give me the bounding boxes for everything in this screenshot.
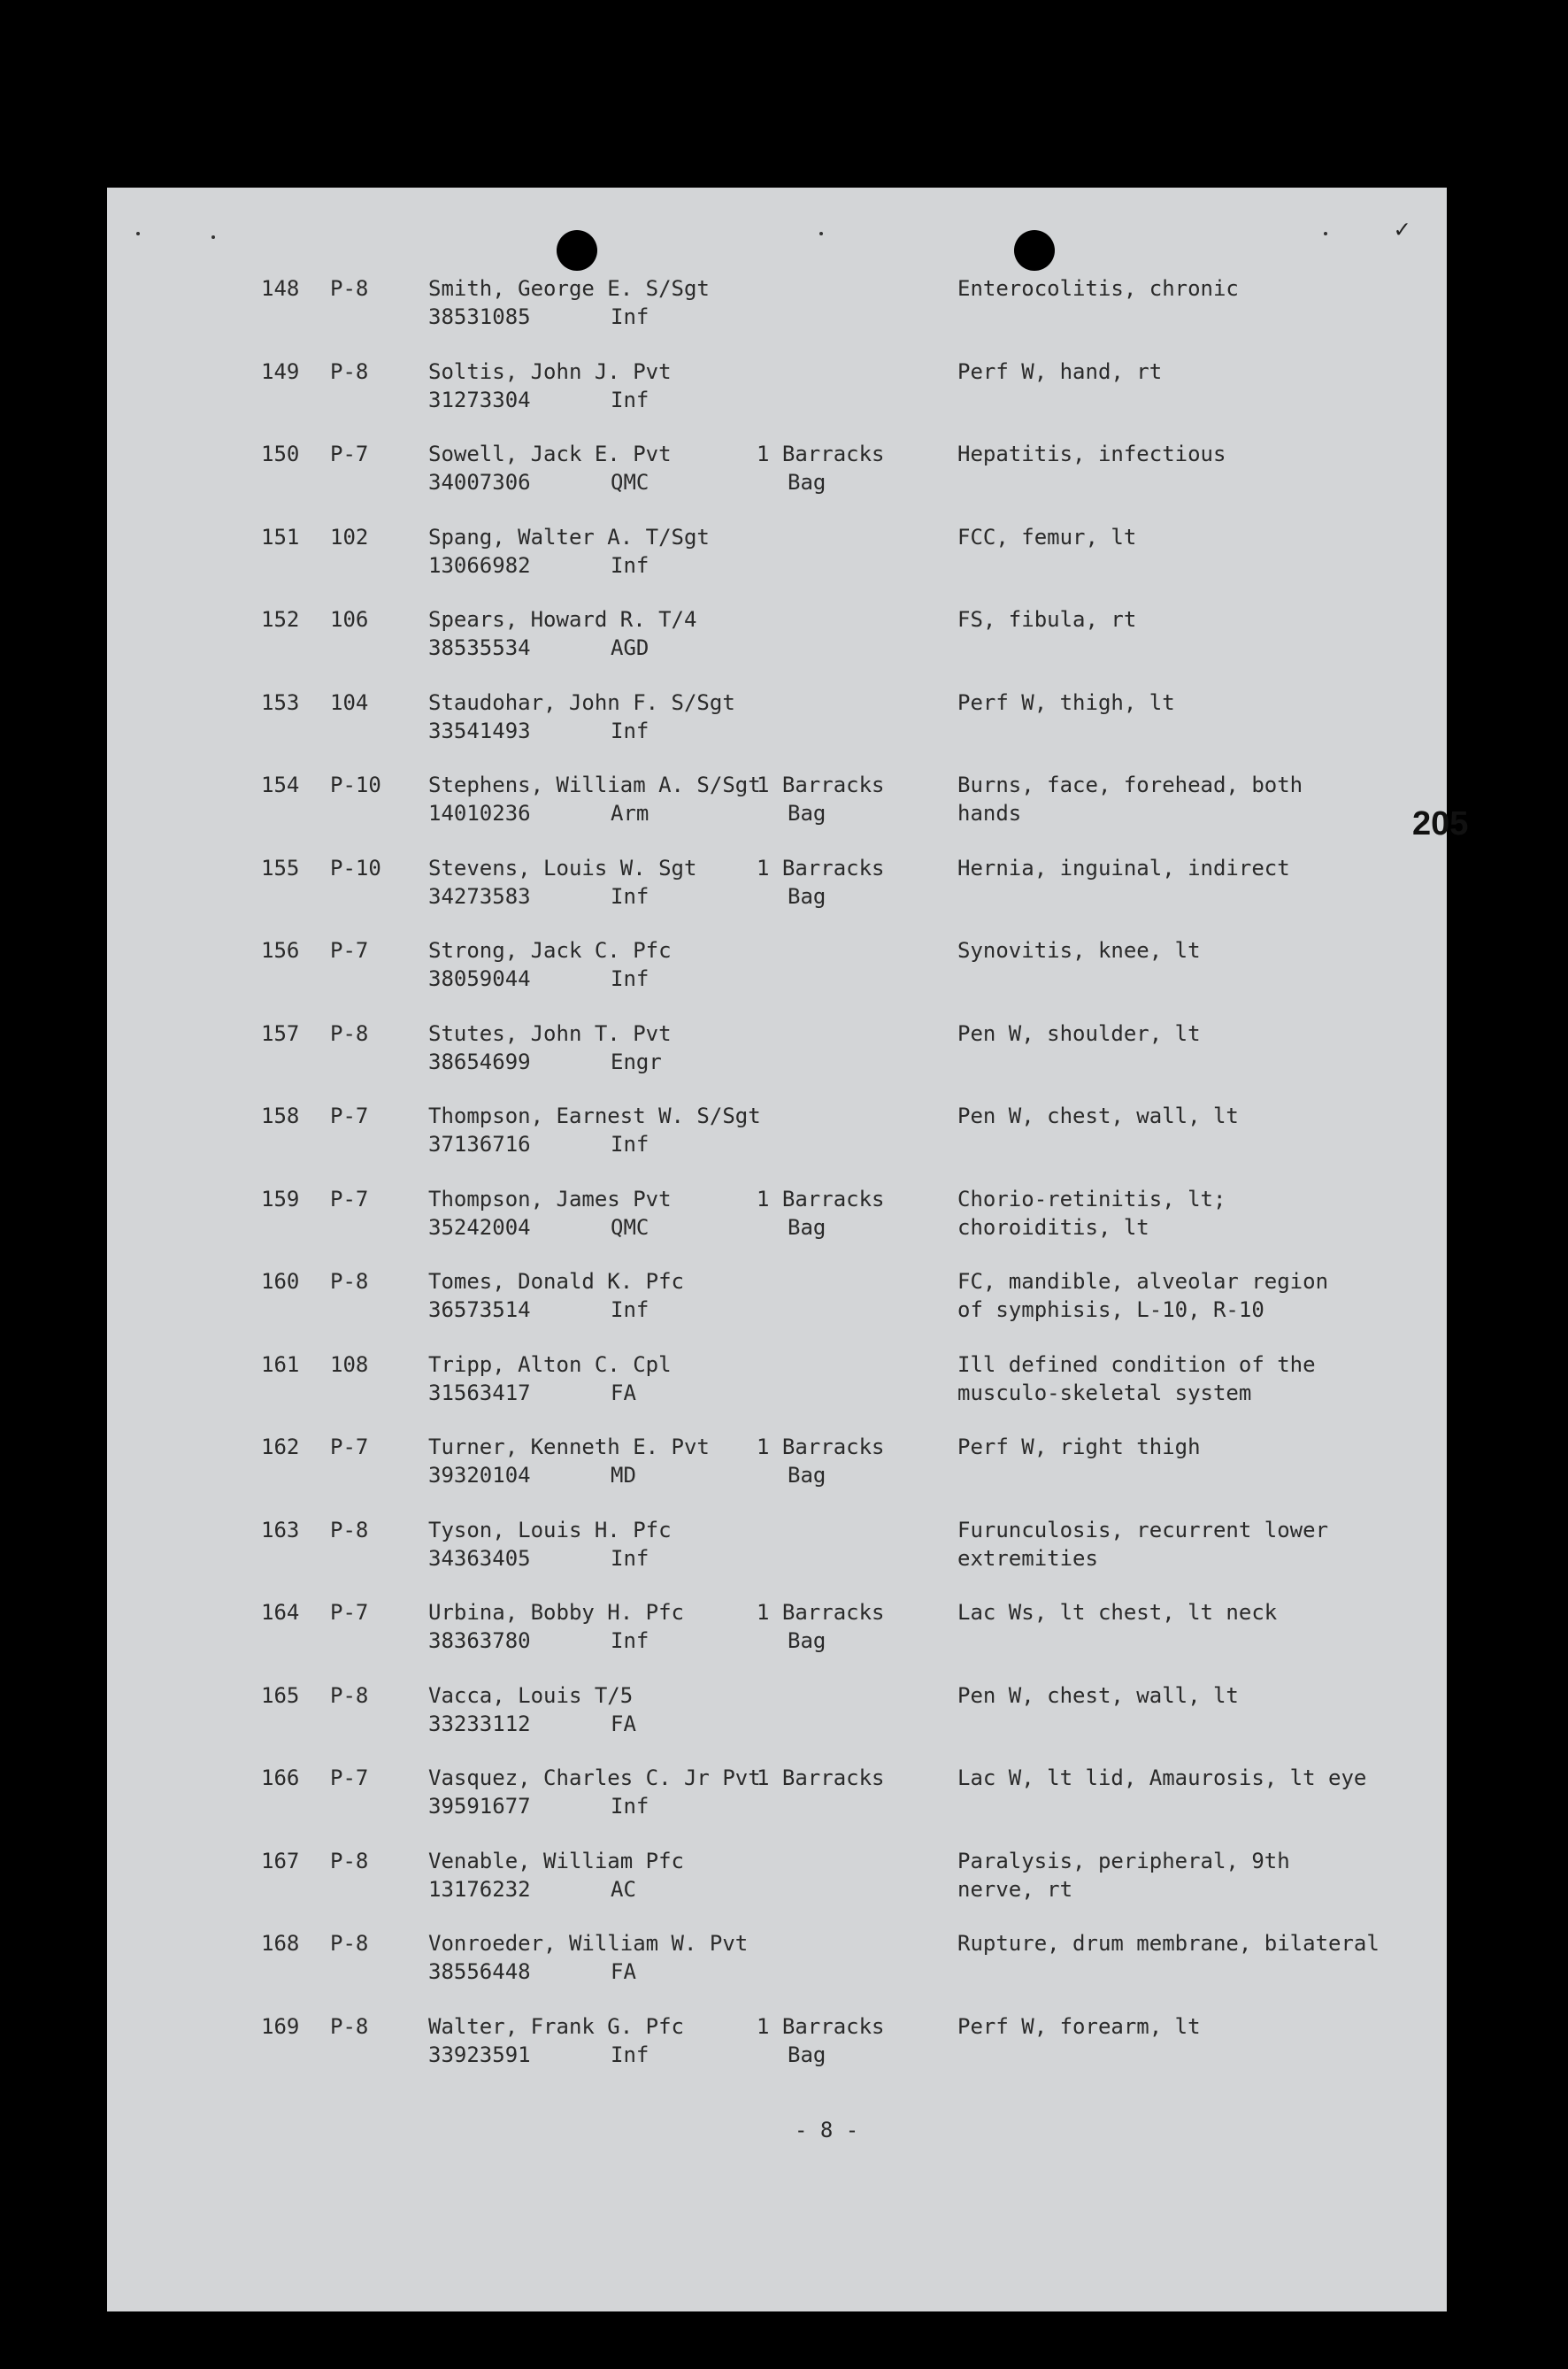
serial-number: 39320104 xyxy=(428,1463,531,1488)
diagnosis-line-1: Chorio-retinitis, lt; xyxy=(957,1186,1226,1211)
diagnosis-line-1: Furunculosis, recurrent lower xyxy=(957,1517,1329,1542)
property-line-2: Bag xyxy=(788,2042,826,2067)
branch-of-service: AGD xyxy=(611,635,649,660)
record-row xyxy=(0,688,1416,759)
property-line-2: Bag xyxy=(788,470,826,495)
ward-code: P-7 xyxy=(330,938,369,963)
serial-number: 38654699 xyxy=(428,1049,531,1074)
property-line-2: Bag xyxy=(788,883,826,909)
row-number: 151 xyxy=(261,524,300,550)
patient-name: Thompson, Earnest W. S/Sgt xyxy=(428,1104,761,1128)
diagnosis-line-1: Burns, face, forehead, both xyxy=(957,773,1303,797)
row-number: 156 xyxy=(261,938,300,963)
row-number: 158 xyxy=(261,1104,300,1128)
diagnosis-line-1: Lac Ws, lt chest, lt neck xyxy=(957,1600,1278,1625)
ward-code: P-8 xyxy=(330,276,369,301)
ward-code: P-10 xyxy=(330,855,381,881)
record-row xyxy=(0,1516,1416,1587)
branch-of-service: Inf xyxy=(611,718,649,743)
page-footer: - 8 - xyxy=(795,2118,859,2142)
branch-of-service: FA xyxy=(611,1959,636,1984)
diagnosis-line-1: Hernia, inguinal, indirect xyxy=(957,855,1290,881)
ward-code: P-8 xyxy=(330,358,369,384)
record-row xyxy=(0,771,1416,842)
serial-number: 13066982 xyxy=(428,552,531,578)
row-number: 154 xyxy=(261,773,300,797)
speck-mark xyxy=(136,232,140,235)
branch-of-service: Inf xyxy=(611,304,649,329)
row-number: 160 xyxy=(261,1269,300,1294)
branch-of-service: FA xyxy=(611,1380,636,1405)
ward-code: P-8 xyxy=(330,1517,369,1542)
property-line-2: Bag xyxy=(788,1463,826,1488)
serial-number: 36573514 xyxy=(428,1297,531,1322)
row-number: 169 xyxy=(261,2013,300,2039)
diagnosis-line-1: Paralysis, peripheral, 9th xyxy=(957,1848,1290,1873)
row-number: 168 xyxy=(261,1931,300,1956)
branch-of-service: Inf xyxy=(611,1794,649,1819)
record-row xyxy=(0,358,1416,428)
patient-name: Vacca, Louis T/5 xyxy=(428,1682,634,1708)
serial-number: 34007306 xyxy=(428,470,531,495)
serial-number: 34273583 xyxy=(428,883,531,909)
patient-name: Spears, Howard R. T/4 xyxy=(428,607,697,632)
property-line-1: 1 Barracks xyxy=(757,1434,885,1459)
diagnosis-line-2: nerve, rt xyxy=(957,1876,1073,1902)
ward-code: 106 xyxy=(330,607,369,632)
diagnosis-line-1: Synovitis, knee, lt xyxy=(957,938,1201,963)
ward-code: P-7 xyxy=(330,442,369,466)
serial-number: 39591677 xyxy=(428,1794,531,1819)
branch-of-service: AC xyxy=(611,1876,636,1902)
diagnosis-line-2: extremities xyxy=(957,1545,1098,1571)
ward-code: P-8 xyxy=(330,1020,369,1046)
ward-code: P-7 xyxy=(330,1765,369,1790)
patient-name: Thompson, James Pvt xyxy=(428,1186,672,1211)
serial-number: 38535534 xyxy=(428,635,531,660)
serial-number: 38531085 xyxy=(428,304,531,329)
record-row xyxy=(0,523,1416,594)
property-line-1: 1 Barracks xyxy=(757,2013,885,2039)
serial-number: 34363405 xyxy=(428,1545,531,1571)
patient-name: Sowell, Jack E. Pvt xyxy=(428,442,672,466)
diagnosis-line-2: musculo-skeletal system xyxy=(957,1380,1252,1405)
row-number: 163 xyxy=(261,1517,300,1542)
serial-number: 38059044 xyxy=(428,966,531,991)
branch-of-service: Engr xyxy=(611,1049,662,1074)
branch-of-service: Inf xyxy=(611,1628,649,1653)
punch-hole-left xyxy=(557,230,597,271)
patient-name: Tomes, Donald K. Pfc xyxy=(428,1269,684,1294)
diagnosis-line-1: Enterocolitis, chronic xyxy=(957,276,1239,301)
patient-name: Venable, William Pfc xyxy=(428,1848,684,1873)
record-row xyxy=(0,1847,1416,1918)
patient-name: Stevens, Louis W. Sgt xyxy=(428,855,697,881)
ward-code: P-10 xyxy=(330,773,381,797)
branch-of-service: Arm xyxy=(611,801,649,826)
row-number: 167 xyxy=(261,1848,300,1873)
branch-of-service: FA xyxy=(611,1711,636,1736)
ward-code: 104 xyxy=(330,689,369,715)
ward-code: P-8 xyxy=(330,1269,369,1294)
row-number: 155 xyxy=(261,855,300,881)
serial-number: 38556448 xyxy=(428,1959,531,1984)
serial-number: 31563417 xyxy=(428,1380,531,1405)
record-row xyxy=(0,936,1416,1007)
property-line-1: 1 Barracks xyxy=(757,855,885,881)
patient-name: Tyson, Louis H. Pfc xyxy=(428,1517,672,1542)
ward-code: 102 xyxy=(330,524,369,550)
row-number: 148 xyxy=(261,276,300,301)
speck-mark xyxy=(819,232,823,235)
serial-number: 33541493 xyxy=(428,718,531,743)
serial-number: 31273304 xyxy=(428,387,531,412)
branch-of-service: MD xyxy=(611,1463,636,1488)
record-row xyxy=(0,440,1416,511)
branch-of-service: Inf xyxy=(611,1545,649,1571)
row-number: 165 xyxy=(261,1682,300,1708)
diagnosis-line-1: FS, fibula, rt xyxy=(957,607,1137,632)
row-number: 159 xyxy=(261,1186,300,1211)
record-row xyxy=(0,1681,1416,1752)
patient-name: Urbina, Bobby H. Pfc xyxy=(428,1600,684,1625)
serial-number: 37136716 xyxy=(428,1132,531,1157)
property-line-2: Bag xyxy=(788,1628,826,1653)
record-row xyxy=(0,2012,1416,2083)
diagnosis-line-2: hands xyxy=(957,801,1022,826)
ward-code: P-7 xyxy=(330,1186,369,1211)
diagnosis-line-1: Pen W, chest, wall, lt xyxy=(957,1682,1239,1708)
record-row xyxy=(0,1350,1416,1421)
patient-name: Spang, Walter A. T/Sgt xyxy=(428,524,710,550)
record-row xyxy=(0,1433,1416,1504)
row-number: 166 xyxy=(261,1765,300,1790)
patient-name: Stutes, John T. Pvt xyxy=(428,1020,672,1046)
patient-name: Staudohar, John F. S/Sgt xyxy=(428,689,735,715)
diagnosis-line-1: Perf W, thigh, lt xyxy=(957,689,1175,715)
record-row xyxy=(0,1267,1416,1338)
serial-number: 33233112 xyxy=(428,1711,531,1736)
row-number: 157 xyxy=(261,1020,300,1046)
row-number: 153 xyxy=(261,689,300,715)
punch-hole-right xyxy=(1014,230,1055,271)
record-row xyxy=(0,1019,1416,1090)
branch-of-service: Inf xyxy=(611,966,649,991)
diagnosis-line-1: Hepatitis, infectious xyxy=(957,442,1226,466)
branch-of-service: Inf xyxy=(611,1297,649,1322)
branch-of-service: Inf xyxy=(611,387,649,412)
record-row xyxy=(0,1185,1416,1256)
diagnosis-line-1: Ill defined condition of the xyxy=(957,1351,1316,1377)
diagnosis-line-2: choroiditis, lt xyxy=(957,1214,1149,1240)
row-number: 150 xyxy=(261,442,300,466)
patient-name: Vonroeder, William W. Pvt xyxy=(428,1931,749,1956)
ward-code: 108 xyxy=(330,1351,369,1377)
ward-code: P-7 xyxy=(330,1600,369,1625)
property-line-1: 1 Barracks xyxy=(757,773,885,797)
record-row xyxy=(0,1598,1416,1669)
record-row xyxy=(0,1929,1416,2000)
diagnosis-line-1: Pen W, shoulder, lt xyxy=(957,1020,1201,1046)
diagnosis-line-1: Rupture, drum membrane, bilateral xyxy=(957,1931,1380,1956)
speck-mark xyxy=(1324,232,1327,235)
ward-code: P-8 xyxy=(330,2013,369,2039)
ward-code: P-7 xyxy=(330,1434,369,1459)
patient-name: Stephens, William A. S/Sgt xyxy=(428,773,761,797)
row-number: 164 xyxy=(261,1600,300,1625)
property-line-2: Bag xyxy=(788,1214,826,1240)
row-number: 149 xyxy=(261,358,300,384)
property-line-2: Bag xyxy=(788,801,826,826)
patient-name: Tripp, Alton C. Cpl xyxy=(428,1351,672,1377)
diagnosis-line-1: Perf W, hand, rt xyxy=(957,358,1163,384)
branch-of-service: QMC xyxy=(611,470,649,495)
serial-number: 14010236 xyxy=(428,801,531,826)
diagnosis-line-1: Perf W, forearm, lt xyxy=(957,2013,1201,2039)
record-row xyxy=(0,1102,1416,1173)
branch-of-service: Inf xyxy=(611,2042,649,2067)
ward-code: P-8 xyxy=(330,1682,369,1708)
property-line-1: 1 Barracks xyxy=(757,1600,885,1625)
diagnosis-line-1: Lac W, lt lid, Amaurosis, lt eye xyxy=(957,1765,1367,1790)
branch-of-service: QMC xyxy=(611,1214,649,1240)
ward-code: P-8 xyxy=(330,1931,369,1956)
record-row xyxy=(0,1764,1416,1834)
patient-name: Smith, George E. S/Sgt xyxy=(428,276,710,301)
diagnosis-line-1: FCC, femur, lt xyxy=(957,524,1137,550)
record-row xyxy=(0,854,1416,925)
record-row xyxy=(0,605,1416,676)
diagnosis-line-1: FC, mandible, alveolar region xyxy=(957,1269,1329,1294)
property-line-1: 1 Barracks xyxy=(757,1765,885,1790)
ward-code: P-7 xyxy=(330,1104,369,1128)
serial-number: 38363780 xyxy=(428,1628,531,1653)
serial-number: 13176232 xyxy=(428,1876,531,1902)
diagnosis-line-1: Perf W, right thigh xyxy=(957,1434,1201,1459)
serial-number: 35242004 xyxy=(428,1214,531,1240)
row-number: 162 xyxy=(261,1434,300,1459)
patient-name: Walter, Frank G. Pfc xyxy=(428,2013,684,2039)
branch-of-service: Inf xyxy=(611,883,649,909)
diagnosis-line-2: of symphisis, L-10, R-10 xyxy=(957,1297,1264,1322)
patient-name: Soltis, John J. Pvt xyxy=(428,358,672,384)
branch-of-service: Inf xyxy=(611,552,649,578)
branch-of-service: Inf xyxy=(611,1132,649,1157)
speck-mark xyxy=(211,235,215,239)
page-stamp-number: 205 xyxy=(1412,805,1469,842)
diagnosis-line-1: Pen W, chest, wall, lt xyxy=(957,1104,1239,1128)
record-row xyxy=(0,274,1416,345)
property-line-1: 1 Barracks xyxy=(757,442,885,466)
serial-number: 33923591 xyxy=(428,2042,531,2067)
patient-name: Strong, Jack C. Pfc xyxy=(428,938,672,963)
row-number: 152 xyxy=(261,607,300,632)
row-number: 161 xyxy=(261,1351,300,1377)
patient-name: Turner, Kenneth E. Pvt xyxy=(428,1434,710,1459)
check-mark-icon: ✓ xyxy=(1395,214,1410,243)
patient-name: Vasquez, Charles C. Jr Pvt xyxy=(428,1765,761,1790)
property-line-1: 1 Barracks xyxy=(757,1186,885,1211)
ward-code: P-8 xyxy=(330,1848,369,1873)
